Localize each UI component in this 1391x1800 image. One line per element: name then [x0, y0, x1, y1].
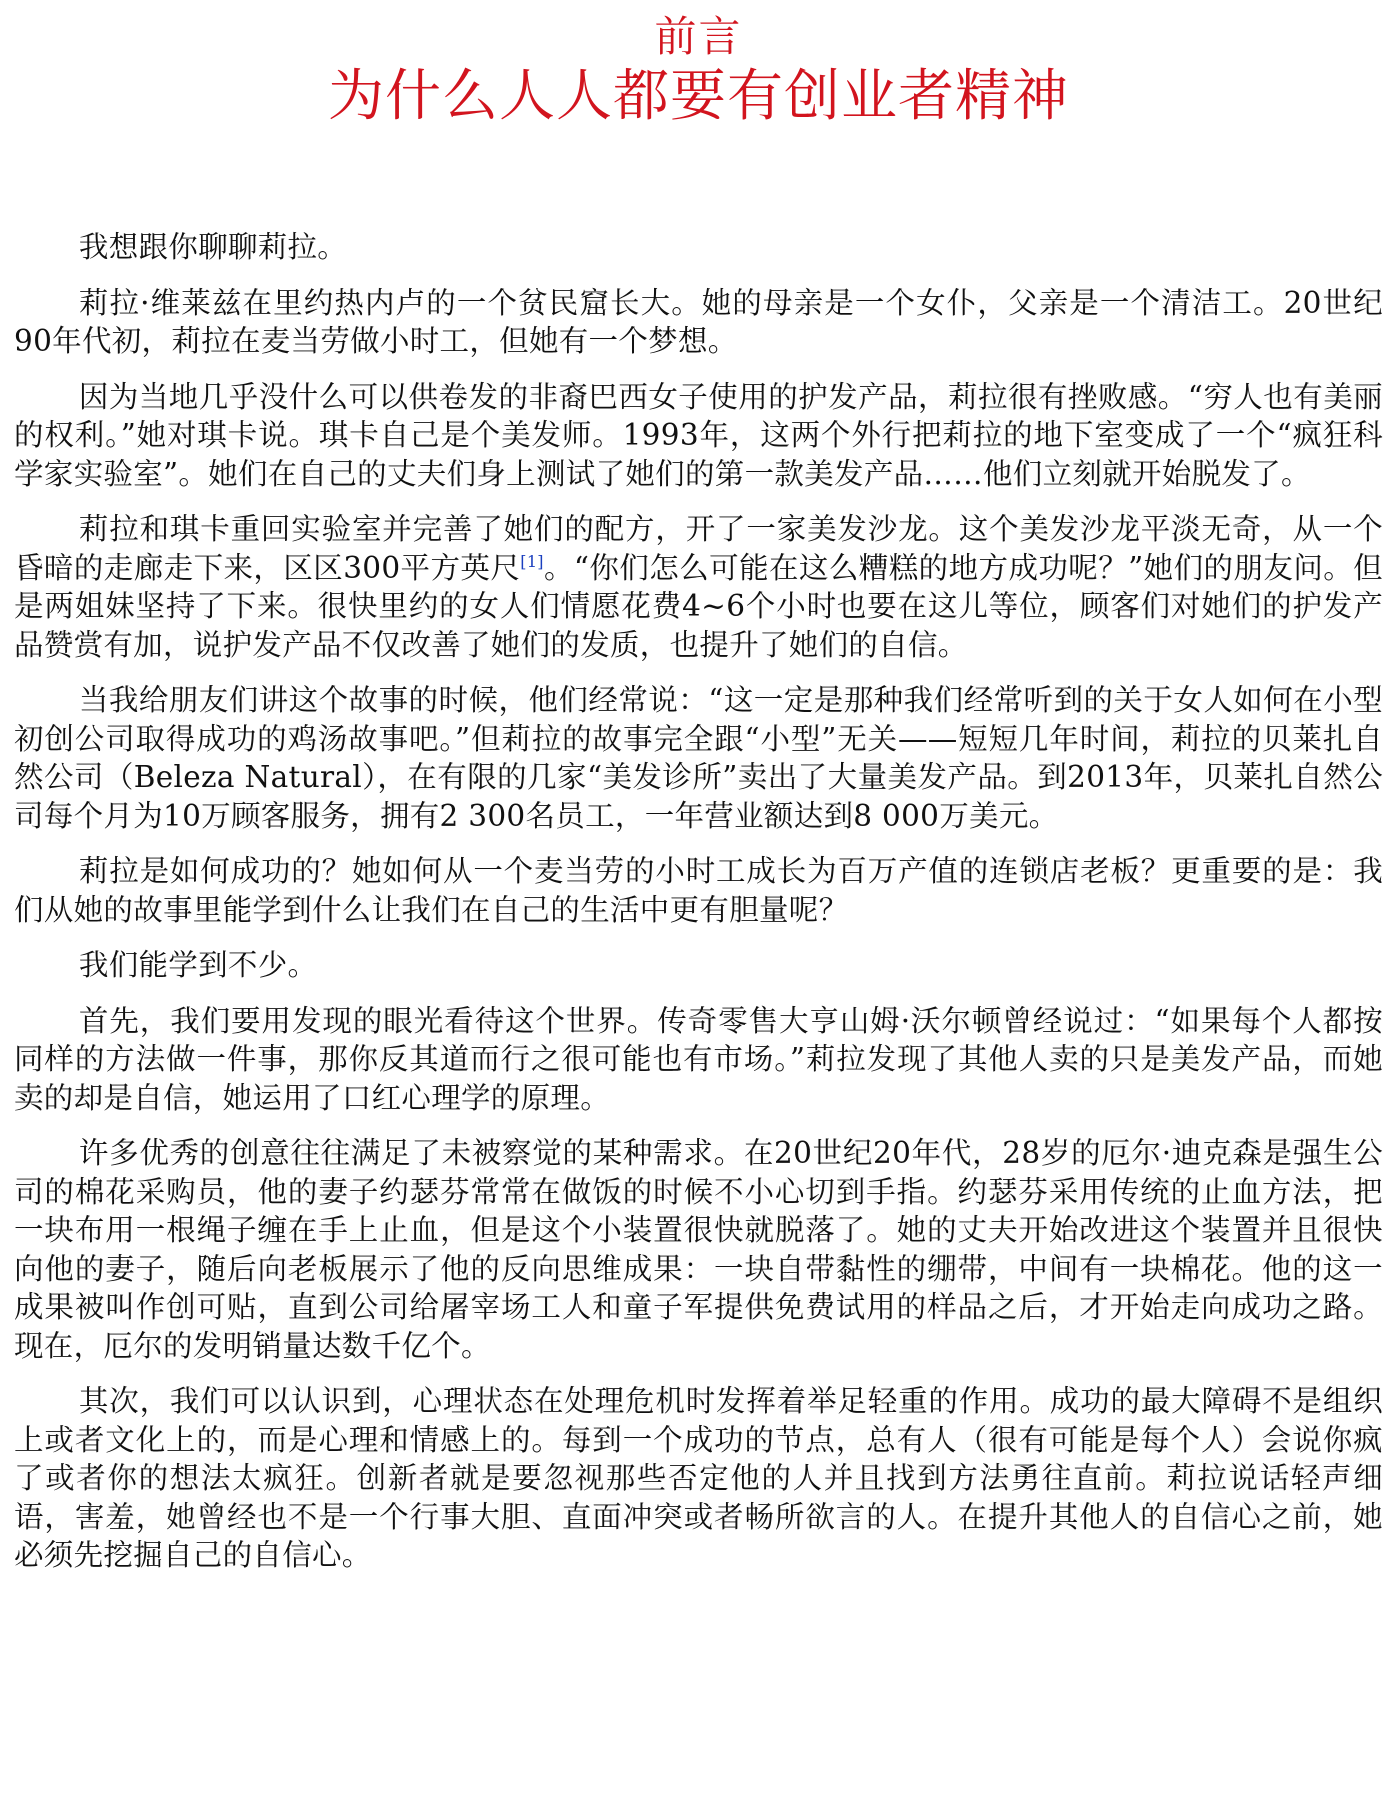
footnote-link[interactable]: [1]: [520, 551, 544, 571]
paragraph-text: 许多优秀的创意往往满足了未被察觉的某种需求。在20世纪20年代，28岁的厄尔·迪克森是强生公司的棉花采购员，他的妻子约瑟芬常常在做饭的时候不小心切到手指。约瑟芬采用传统的止血方法，把一块布用一根绳子缠在手上止血，但是这个小装置很快就脱落了。她的丈夫开始改进这个装置并且很快向他的妻子，随后向老板展示了他的反向思维成果：一块自带黏性的绷带，中间有一块棉花。他的这一成果被叫作创可贴，直到公司给屠宰场工人和童子军提供免费试用的样品之后，才开始走向成功之路。现在，厄尔的发明销量达数千亿个。: [14, 1136, 1383, 1363]
paragraph-text: 。“你们怎么可能在这么糟糕的地方成功呢？”她们的朋友问。但是两姐妹坚持了下来。很快里约的女人们情愿花费4~6个小时也要在这儿等位，顾客们对她们的护发产品赞赏有加，说护发产品不仅改善了她们的发质，也提升了她们的自信。: [14, 550, 1383, 662]
paragraph: [14, 378, 1383, 494]
paragraph: [14, 852, 1383, 929]
chapter-label: 前言: [654, 12, 743, 61]
paragraph-text: 其次，我们可以认识到，心理状态在处理危机时发挥着举足轻重的作用。成功的最大障碍不是组织上或者文化上的，而是心理和情感上的。每到一个成功的节点，总有人（很有可能是每个人）会说你疯了或者你的想法太疯狂。创新者就是要忽视那些否定他的人并且找到方法勇往直前。莉拉说话轻声细语，害羞，她曾经也不是一个行事大胆、直面冲突或者畅所欲言的人。在提升其他人的自信心之前，她必须先挖掘自己的自信心。: [14, 1384, 1383, 1572]
paragraph: [14, 228, 1383, 267]
paragraph-text: 首先，我们要用发现的眼光看待这个世界。传奇零售大亨山姆·沃尔顿曾经说过：“如果每个人都按同样的方法做一件事，那你反其道而行之很可能也有市场。”莉拉发现了其他人卖的只是美发产品，而她卖的却是自信，她运用了口红心理学的原理。: [14, 1003, 1383, 1115]
paragraph: [14, 681, 1383, 835]
paragraph: [14, 284, 1383, 361]
paragraph-text: 当我给朋友们讲这个故事的时候，他们经常说：“这一定是那种我们经常听到的关于女人如何在小型初创公司取得成功的鸡汤故事吧。”但莉拉的故事完全跟“小型”无关——短短几年时间，莉拉的贝莱扎自然公司（Beleza Natural），在有限的几家“美发诊所”卖出了大量美发产品。到2013年，贝莱扎自然公司每个月为10万顾客服务，拥有2 300名员工，一年营业额达到8 000万美元。: [14, 683, 1383, 833]
paragraph-text: 莉拉·维莱兹在里约热内卢的一个贫民窟长大。她的母亲是一个女仆，父亲是一个清洁工。20世纪90年代初，莉拉在麦当劳做小时工，但她有一个梦想。: [14, 285, 1383, 358]
paragraph: [14, 1382, 1383, 1575]
paragraph-text: 莉拉是如何成功的？她如何从一个麦当劳的小时工成长为百万产值的连锁店老板？更重要的是：我们从她的故事里能学到什么让我们在自己的生活中更有胆量呢？: [14, 854, 1383, 927]
paragraph: [14, 946, 1383, 985]
body-text: [14, 228, 1383, 1575]
paragraph: [14, 1134, 1383, 1365]
paragraph: [14, 1002, 1383, 1118]
paragraph-text: 莉拉和琪卡重回实验室并完善了她们的配方，开了一家美发沙龙。这个美发沙龙平淡无奇，从一个昏暗的走廊走下来，区区300平方英尺: [14, 512, 1383, 585]
paragraph-text: 我们能学到不少。: [78, 948, 318, 982]
paragraph-text: 因为当地几乎没什么可以供卷发的非裔巴西女子使用的护发产品，莉拉很有挫败感。“穷人也有美丽的权利。”她对琪卡说。琪卡自己是个美发师。1993年，这两个外行把莉拉的地下室变成了一个“疯狂科学家实验室”。她们在自己的丈夫们身上测试了她们的第一款美发产品……他们立刻就开始脱发了。: [14, 379, 1383, 491]
paragraph-text: 我想跟你聊聊莉拉。: [78, 230, 348, 264]
chapter-title: 为什么人人都要有创业者精神: [328, 64, 1069, 129]
chapter-heading: [14, 10, 1383, 130]
paragraph: [14, 510, 1383, 664]
